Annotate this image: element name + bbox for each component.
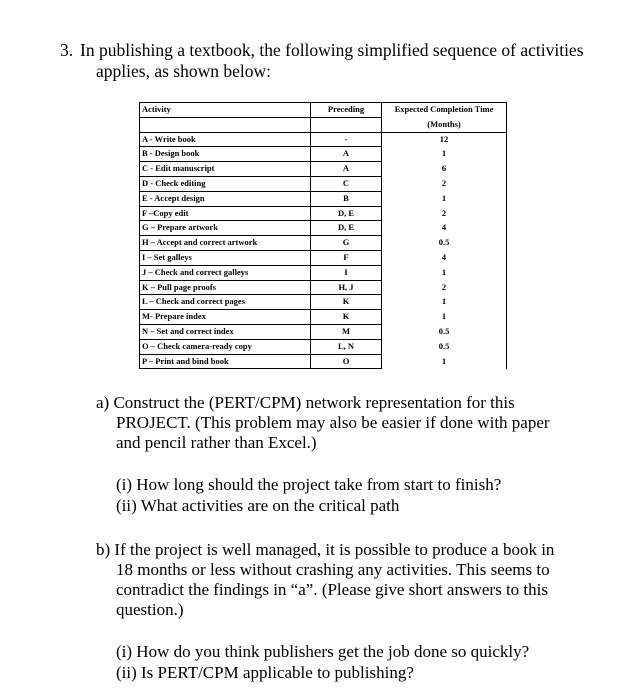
time-cell: 0.5 (382, 236, 507, 251)
preceding-cell: L, N (311, 339, 382, 354)
part-a-line3: and pencil rather than Excel.) (116, 433, 317, 452)
part-b-line4: question.) (116, 600, 184, 619)
activity-cell: E - Accept design (140, 191, 311, 206)
preceding-cell: - (311, 132, 382, 147)
time-cell: 2 (382, 206, 507, 221)
table-row (140, 280, 507, 295)
preceding-cell: A (311, 162, 382, 177)
preceding-cell: K (311, 295, 382, 310)
preceding-cell: F (311, 250, 382, 265)
table-row (140, 265, 507, 280)
table-row (140, 354, 507, 369)
table-header-row (140, 103, 507, 118)
question-header (60, 40, 600, 82)
question-text-line2: applies, as shown below: (96, 61, 271, 81)
table-row (140, 250, 507, 265)
preceding-cell: H, J (311, 280, 382, 295)
part-b-q1: (i) How do you think publishers get the job done so quickly? (116, 642, 530, 661)
table-row (140, 221, 507, 236)
question-number: 3. (60, 40, 74, 60)
activity-cell: O – Check camera-ready copy (140, 339, 311, 354)
time-cell: 4 (382, 250, 507, 265)
preceding-cell: A (311, 147, 382, 162)
activity-cell: I – Set galleys (140, 250, 311, 265)
time-cell: 1 (382, 147, 507, 162)
part-b-text (96, 540, 586, 620)
activity-cell: J – Check and correct galleys (140, 265, 311, 280)
part-a-questions (116, 474, 586, 516)
activity-cell: G – Prepare artwork (140, 221, 311, 236)
table-body (140, 132, 507, 369)
table-row (140, 295, 507, 310)
activity-cell: C - Edit manuscript (140, 162, 311, 177)
preceding-cell: I (311, 265, 382, 280)
preceding-cell: B (311, 191, 382, 206)
activity-table (139, 102, 507, 369)
header-time: Expected Completion Time (382, 103, 507, 118)
time-cell: 4 (382, 221, 507, 236)
activity-cell: F –Copy edit (140, 206, 311, 221)
header-time-unit: (Months) (382, 117, 507, 132)
time-cell: 2 (382, 280, 507, 295)
time-cell: 0.5 (382, 324, 507, 339)
table-row (140, 236, 507, 251)
activity-cell: P – Print and bind book (140, 354, 311, 369)
table-header-row-2 (140, 117, 507, 132)
time-cell: 1 (382, 354, 507, 369)
preceding-cell: C (311, 176, 382, 191)
preceding-cell: D, E (311, 221, 382, 236)
preceding-cell: D, E (311, 206, 382, 221)
activity-cell: K – Pull page proofs (140, 280, 311, 295)
time-cell: 1 (382, 191, 507, 206)
preceding-cell: M (311, 324, 382, 339)
header-preceding: Preceding (311, 103, 382, 118)
question-text-line1: In publishing a textbook, the following simplified sequence of activities (80, 40, 584, 60)
table-row (140, 176, 507, 191)
table-row (140, 147, 507, 162)
activity-cell: B - Design book (140, 147, 311, 162)
preceding-cell: O (311, 354, 382, 369)
activity-cell: D - Check editing (140, 176, 311, 191)
activity-cell: L – Check and correct pages (140, 295, 311, 310)
activity-cell: M- Prepare index (140, 310, 311, 325)
part-a-q1: (i) How long should the project take from start to finish? (116, 475, 502, 494)
part-b-q2: (ii) Is PERT/CPM applicable to publishing? (116, 663, 414, 682)
time-cell: 12 (382, 132, 507, 147)
table-row (140, 162, 507, 177)
time-cell: 0.5 (382, 339, 507, 354)
preceding-cell: K (311, 310, 382, 325)
part-b-line3: contradict the findings in “a”. (Please give short answers to this (116, 580, 548, 599)
preceding-cell: G (311, 236, 382, 251)
table-row (140, 191, 507, 206)
time-cell: 1 (382, 265, 507, 280)
activity-cell: N – Set and correct index (140, 324, 311, 339)
table-row (140, 324, 507, 339)
part-b-line1: b) If the project is well managed, it is possible to produce a book in (96, 540, 555, 559)
table-row (140, 132, 507, 147)
activity-cell: H – Accept and correct artwork (140, 236, 311, 251)
header-activity: Activity (140, 103, 311, 118)
part-a-q2: (ii) What activities are on the critical path (116, 496, 400, 515)
part-b-line2: 18 months or less without crashing any activities. This seems to (116, 560, 550, 579)
part-a-line1: a) Construct the (PERT/CPM) network representation for this (96, 393, 515, 412)
table-row (140, 339, 507, 354)
part-b-questions (116, 641, 586, 683)
table-row (140, 206, 507, 221)
table-row (140, 310, 507, 325)
activity-cell: A - Write book (140, 132, 311, 147)
time-cell: 6 (382, 162, 507, 177)
time-cell: 2 (382, 176, 507, 191)
part-a-text (96, 393, 586, 453)
time-cell: 1 (382, 295, 507, 310)
time-cell: 1 (382, 310, 507, 325)
part-a-line2: PROJECT. (This problem may also be easier if done with paper (116, 413, 550, 432)
